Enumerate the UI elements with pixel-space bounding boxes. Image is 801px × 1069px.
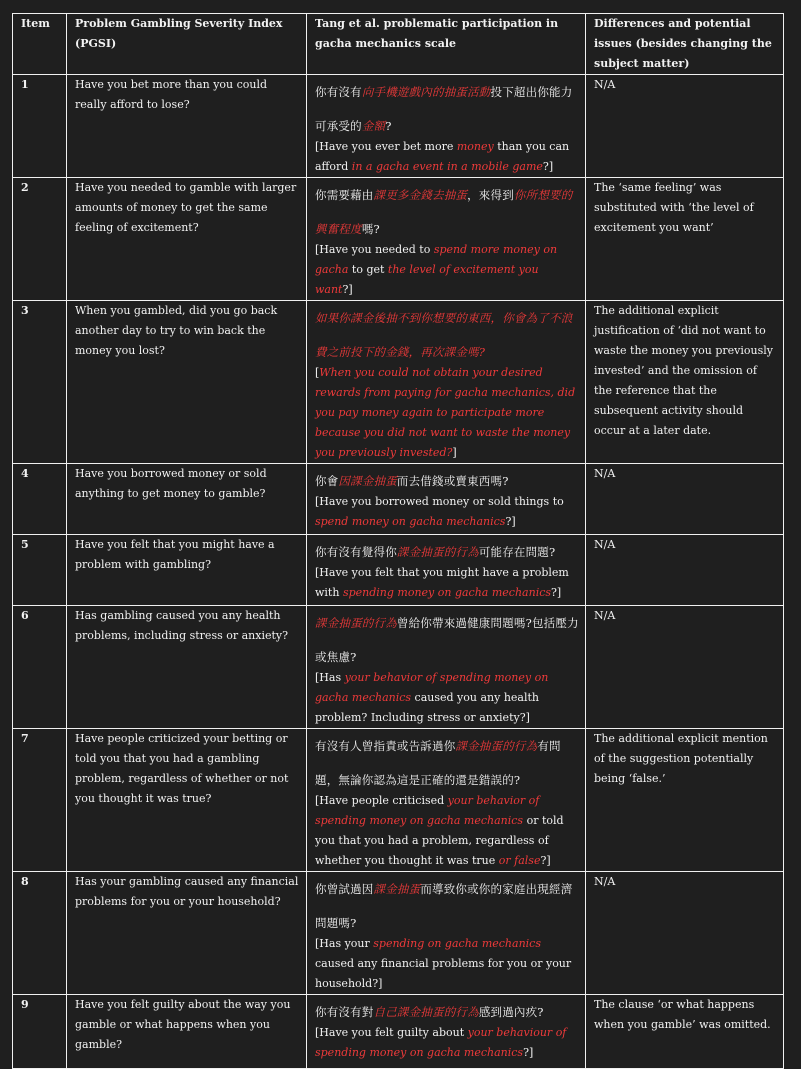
text-segment: 你有沒有對 [315, 1005, 374, 1019]
pgsi-question: Have you felt guilty about the way you gamble or what happens when you gamble? [67, 995, 307, 1069]
text-segment: to get [348, 263, 388, 276]
chinese-question [315, 178, 579, 246]
text-segment: or told you that you had a problem, regardless of whether you thought it was true [315, 814, 564, 867]
differences-note: The ‘same feeling’ was substituted with ‘the level of excitement you want’ [586, 178, 784, 301]
tang-question [307, 995, 586, 1069]
text-segment: 曾給你帶來過健康問題嗎?包括壓力或焦慮? [315, 616, 579, 664]
differences-note: N/A [586, 872, 784, 995]
highlighted-text: your behavior of spending money on gacha mechanics [315, 671, 549, 704]
english-translation [315, 563, 579, 603]
tang-question [307, 606, 586, 729]
text-segment: caused you any health problem? Including stress or anxiety?] [315, 691, 540, 724]
pgsi-question: Have you bet more than you could really afford to lose? [67, 75, 307, 178]
highlighted-text: When you could not obtain your desired rewards from paying for gacha mechanics, did you pay money again to participate more because you did not want to waste the money you previously invested? [315, 366, 576, 459]
text-segment: 而導致你或你的家庭出現經濟問題嗎? [315, 882, 573, 930]
table-row [13, 301, 784, 464]
highlighted-text: or false [498, 854, 541, 867]
text-segment: ] [452, 446, 457, 459]
text-segment: 投下超出你能力可承受的 [315, 85, 573, 133]
table-row [13, 606, 784, 729]
tang-question [307, 178, 586, 301]
pgsi-question: Has gambling caused you any health problems, including stress or anxiety? [67, 606, 307, 729]
header-pgsi: Problem Gambling Severity Index (PGSI) [67, 14, 307, 75]
text-segment: [ [315, 366, 320, 379]
text-segment: ?] [540, 854, 551, 867]
tang-question [307, 729, 586, 872]
english-translation [315, 240, 579, 300]
text-segment: 而去借錢或賣東西嗎? [396, 474, 509, 488]
differences-note: The additional explicit mention of the suggestion potentially being ‘false.’ [586, 729, 784, 872]
highlighted-text: 向手機遊戲內的抽蛋活動 [361, 85, 491, 99]
text-segment: [Have you felt guilty about [315, 1026, 468, 1039]
highlighted-text: your behaviour of spending money on gacha mechanics [315, 1026, 567, 1059]
table-row [13, 535, 784, 606]
highlighted-text: 金額 [361, 119, 386, 133]
text-segment: 有問題，無論你認為這是正確的還是錯誤的? [315, 739, 561, 787]
text-segment: caused any financial problems for you or your household?] [315, 957, 572, 990]
text-segment: ?] [505, 515, 516, 528]
chinese-question [315, 606, 579, 674]
table-row [13, 729, 784, 872]
item-number: 6 [13, 606, 67, 729]
english-translation [315, 934, 579, 994]
header-item: Item [13, 14, 67, 75]
highlighted-text: 課更多金錢去抽蛋 [373, 188, 468, 202]
pgsi-question: Have you needed to gamble with larger amounts of money to get the same feeling of excitement? [67, 178, 307, 301]
item-number: 8 [13, 872, 67, 995]
text-segment: [Have you felt that you might have a problem with [315, 566, 569, 599]
table-row [13, 75, 784, 178]
highlighted-text: 因課金抽蛋 [338, 474, 397, 488]
highlighted-text: 課金抽蛋 [373, 882, 421, 896]
text-segment: ?] [542, 160, 554, 173]
chinese-question [315, 872, 579, 940]
highlighted-text: 自己課金抽蛋的行為 [373, 1005, 479, 1019]
table-row [13, 464, 784, 535]
text-segment: [Have you borrowed money or sold things to [315, 495, 564, 508]
highlighted-text: in a gacha event in a mobile game [351, 160, 543, 173]
text-segment: 你有沒有 [315, 85, 362, 99]
chinese-question [315, 301, 579, 369]
differences-note: N/A [586, 75, 784, 178]
pgsi-question: Have people criticized your betting or told you that you had a gambling problem, regardless of whether or not you thought it was true? [67, 729, 307, 872]
differences-note: The additional explicit justification of ‘did not want to waste the money you previously invested’ and the omission of the reference that the subsequent activity should occur at a later date. [586, 301, 784, 464]
text-segment: ，來得到 [467, 188, 514, 202]
item-number: 4 [13, 464, 67, 535]
pgsi-question: Has your gambling caused any financial problems for you or your household? [67, 872, 307, 995]
text-segment: 有沒有人曾指責或告訴過你 [315, 739, 456, 753]
text-segment: [Have you needed to [315, 243, 434, 256]
table-row [13, 995, 784, 1069]
differences-note: N/A [586, 535, 784, 606]
tang-question [307, 535, 586, 606]
english-translation [315, 668, 579, 728]
header-row [13, 14, 784, 75]
highlighted-text: spend more money on gacha [315, 243, 558, 276]
highlighted-text: spending money on gacha mechanics [342, 586, 552, 599]
chinese-question [315, 75, 579, 143]
english-translation [315, 137, 579, 177]
text-segment: 感到過內疚? [478, 1005, 544, 1019]
text-segment: ?] [523, 1046, 534, 1059]
pgsi-question: Have you felt that you might have a problem with gambling? [67, 535, 307, 606]
tang-question [307, 75, 586, 178]
text-segment: ?] [342, 283, 353, 296]
highlighted-text: the level of excitement you want [315, 263, 539, 296]
table-body [13, 75, 784, 1069]
text-segment: 你曾試過因 [315, 882, 374, 896]
english-translation [315, 363, 579, 463]
tang-question [307, 872, 586, 995]
item-number: 2 [13, 178, 67, 301]
highlighted-text: 如果你課金後抽不到你想要的東西，你會為了不浪費之前投下的金錢，再次課金嗎? [315, 311, 573, 359]
header-differences: Differences and potential issues (besides changing the subject matter) [586, 14, 784, 75]
highlighted-text: 你所想要的興奮程度 [315, 188, 573, 236]
text-segment: 你有沒有覺得你 [315, 545, 397, 559]
item-number: 3 [13, 301, 67, 464]
tang-question [307, 464, 586, 535]
comparison-table [12, 13, 784, 1069]
english-translation [315, 1023, 579, 1063]
text-segment: [Has your [315, 937, 374, 950]
item-number: 7 [13, 729, 67, 872]
differences-note: N/A [586, 606, 784, 729]
highlighted-text: spend money on gacha mechanics [315, 515, 506, 528]
text-segment: 你需要藉由 [315, 188, 374, 202]
highlighted-text: money [456, 140, 494, 153]
text-segment: ?] [551, 586, 562, 599]
text-segment: [Has [315, 671, 345, 684]
highlighted-text: 課金抽蛋的行為 [396, 545, 479, 559]
text-segment: 可能存在問題? [478, 545, 556, 559]
text-segment: than you can afford [315, 140, 570, 173]
english-translation [315, 492, 579, 532]
table-row [13, 178, 784, 301]
differences-note: The clause ‘or what happens when you gamble’ was omitted. [586, 995, 784, 1069]
header-tang: Tang et al. problematic participation in gacha mechanics scale [307, 14, 586, 75]
differences-note: N/A [586, 464, 784, 535]
item-number: 1 [13, 75, 67, 178]
highlighted-text: 課金抽蛋的行為 [455, 739, 538, 753]
pgsi-question: Have you borrowed money or sold anything to get money to gamble? [67, 464, 307, 535]
text-segment: [Have you ever bet more [315, 140, 457, 153]
highlighted-text: spending on gacha mechanics [373, 937, 541, 950]
text-segment: [Have people criticised [315, 794, 448, 807]
highlighted-text: 課金抽蛋的行為 [315, 616, 397, 630]
text-segment: ? [385, 119, 392, 133]
table-row [13, 872, 784, 995]
tang-question [307, 301, 586, 464]
item-number: 5 [13, 535, 67, 606]
text-segment: 嗎? [361, 222, 380, 236]
pgsi-question: When you gambled, did you go back another day to try to win back the money you lost? [67, 301, 307, 464]
chinese-question [315, 729, 579, 797]
highlighted-text: your behavior of spending money on gacha mechanics [315, 794, 540, 827]
text-segment: 你會 [315, 474, 339, 488]
item-number: 9 [13, 995, 67, 1069]
english-translation [315, 791, 579, 871]
